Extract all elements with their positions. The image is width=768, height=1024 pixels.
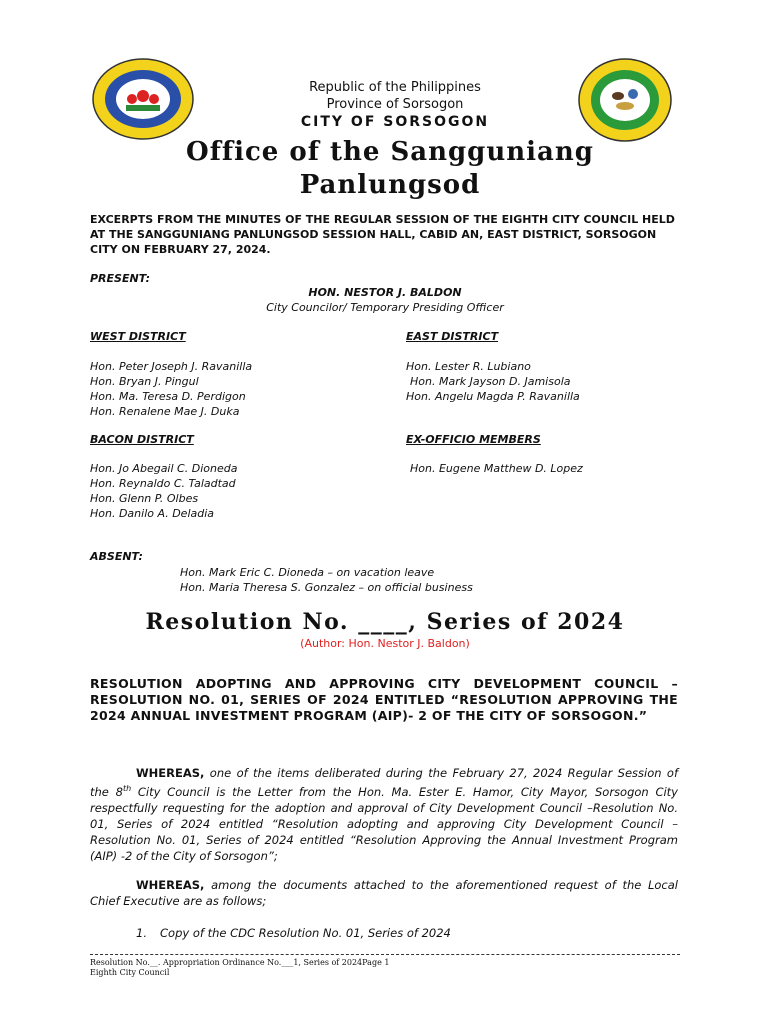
- absent-member: Hon. Maria Theresa S. Gonzalez – on official business: [180, 581, 473, 594]
- footer-line2: Eighth City Council: [90, 968, 170, 977]
- west-district-label: WEST DISTRICT: [90, 330, 186, 343]
- list-item: Copy of the CDC Resolution No. 01, Series of 2024: [160, 926, 451, 940]
- west-member: Hon. Bryan J. Pingul: [90, 375, 199, 388]
- header-republic: Republic of the Philippines: [309, 80, 481, 95]
- bacon-member: Hon. Glenn P. Olbes: [90, 492, 199, 505]
- west-member: Hon. Renalene Mae J. Duka: [90, 405, 240, 418]
- east-member: Hon. Angelu Magda P. Ravanilla: [406, 390, 580, 403]
- resolution-heading: Resolution No. ____, Series of 2024: [145, 609, 625, 635]
- whereas-text: among the documents attached to the aforementioned request of the Local Chief Executive are as follows;: [90, 878, 678, 908]
- bacon-member: Hon. Reynaldo C. Taladtad: [90, 477, 236, 490]
- east-member: Hon. Lester R. Lubiano: [406, 360, 531, 373]
- bacon-district-label: BACON DISTRICT: [90, 433, 194, 446]
- footer-divider: [90, 954, 680, 955]
- ordinal-suffix: th: [122, 784, 132, 793]
- whereas-lead: WHEREAS,: [136, 766, 205, 780]
- left-city-seal: [92, 58, 194, 140]
- absent-member: Hon. Mark Eric C. Dioneda – on vacation leave: [180, 566, 435, 579]
- resolution-title: RESOLUTION ADOPTING AND APPROVING CITY DEVELOPMENT COUNCIL – RESOLUTION NO. 01, SERIES OF 2024 ENTITLED “RESOLUTION APPROVING THE 2024 ANNUAL INVESTMENT PROGRAM (AIP)- 2 OF THE CITY OF SORSOGON.”: [90, 676, 678, 723]
- list-item-number: 1.: [136, 926, 147, 940]
- east-district-label: EAST DISTRICT: [406, 330, 499, 343]
- whereas-text: one of the items deliberated during the February 27, 2024 Regular Session of the 8: [90, 766, 678, 799]
- ex-officio-label: EX-OFFICIO MEMBERS: [406, 433, 541, 446]
- present-label: PRESENT:: [90, 272, 150, 285]
- whereas-paragraph-1: [90, 765, 678, 864]
- west-member: Hon. Peter Joseph J. Ravanilla: [90, 360, 253, 373]
- presiding-officer-name: HON. NESTOR J. BALDON: [308, 286, 462, 299]
- resolution-author: (Author: Hon. Nestor J. Baldon): [300, 637, 470, 650]
- right-council-seal: [578, 58, 672, 142]
- whereas-text: City Council is the Letter from the Hon. Ma. Ester E. Hamor, City Mayor, Sorsogon City respectfully requesting for the adoption and approval of City Development Council –Resolution No. 01, Series of 2024 entitled “Resolution adopting and approving City Development Council – Resolution No. 01, Series of 2024 entitled “Resolution Approving the Annual Investment Program (AIP) -2 of the City of Sorsogon”;: [90, 784, 678, 863]
- header-province: Province of Sorsogon: [326, 97, 464, 112]
- ex-officio-member: Hon. Eugene Matthew D. Lopez: [410, 462, 583, 475]
- whereas-paragraph-2: [90, 877, 678, 909]
- office-title-line1: Office of the Sangguniang: [186, 137, 594, 167]
- whereas-lead: WHEREAS,: [136, 878, 205, 892]
- footer-line1: Resolution No.__. Appropriation Ordinance No.___1, Series of 2024Page 1: [90, 958, 390, 967]
- header-city: CITY OF SORSOGON: [300, 114, 490, 130]
- minutes-excerpt: EXCERPTS FROM THE MINUTES OF THE REGULAR SESSION OF THE EIGHTH CITY COUNCIL HELD AT THE SANGGUNIANG PANLUNGSOD SESSION HALL, CABID AN, EAST DISTRICT, SORSOGON CITY ON FEBRUARY 27, 2024.: [90, 213, 675, 256]
- east-member: Hon. Mark Jayson D. Jamisola: [410, 375, 571, 388]
- west-member: Hon. Ma. Teresa D. Perdigon: [90, 390, 246, 403]
- absent-label: ABSENT:: [90, 550, 143, 563]
- office-title-line2: Panlungsod: [299, 170, 481, 200]
- bacon-member: Hon. Danilo A. Deladia: [90, 507, 215, 520]
- bacon-member: Hon. Jo Abegail C. Dioneda: [90, 462, 238, 475]
- presiding-officer-role: City Councilor/ Temporary Presiding Officer: [266, 301, 504, 314]
